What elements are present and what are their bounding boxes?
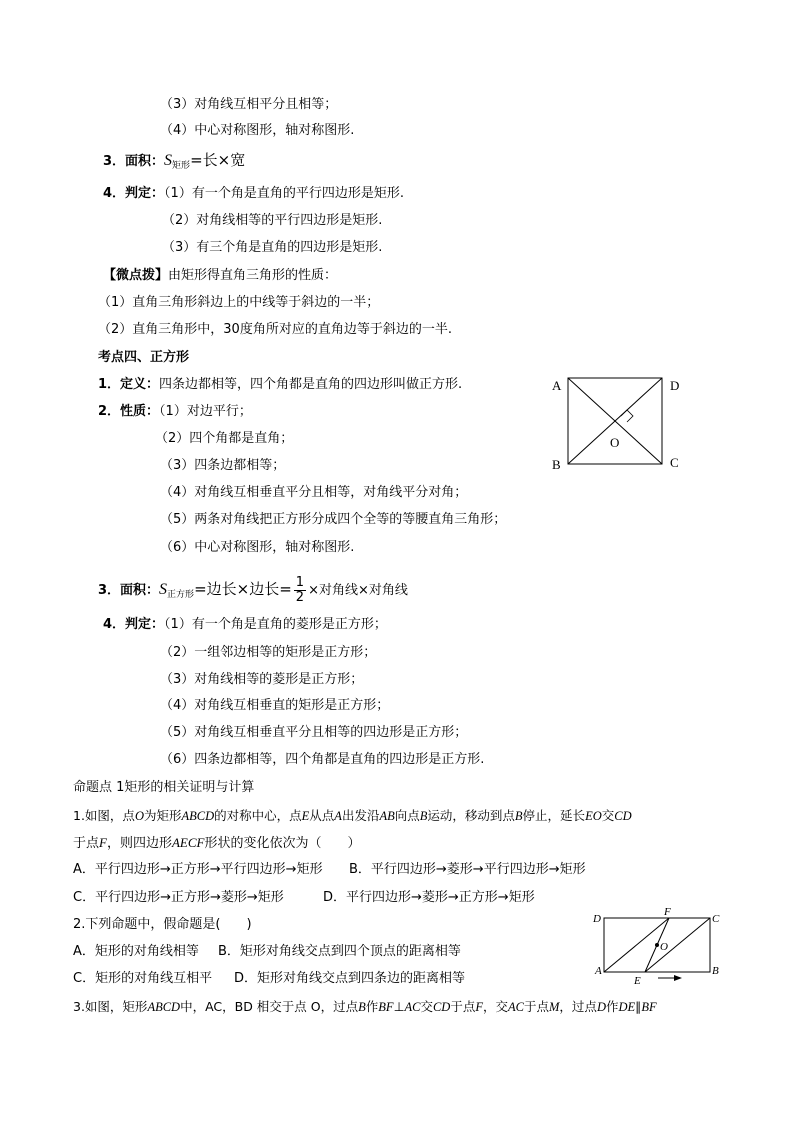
square-prop-6: （6）中心对称图形，轴对称图形. [160,540,355,555]
q1-quad-aecf: AECF [171,835,205,850]
q1-text-g: 运动，移动到点 [427,808,515,823]
square-area-line [98,572,408,612]
square-judge-5: （5）对角线互相垂直平分且相等的四边形是正方形； [160,725,468,740]
q3-point-b: B [358,1000,366,1014]
square-judge-6: （6）四条边都相等，四个角都是直角的四边形是正方形. [160,752,485,767]
q1-text-d: 从点 [309,808,335,823]
q1-text-h: 停止，延长 [522,808,586,823]
square-judge-2: （2）一组邻边相等的矩形是正方形； [160,645,377,660]
q3-segment-cd: CD [432,1000,451,1014]
q3-rect-abcd: ABCD [147,1000,181,1014]
q1-text-b: 为矩形 [143,808,182,823]
right-angle-mark [621,410,633,422]
square-judge-3: （3）对角线相等的菱形是正方形； [160,672,364,687]
q1-option-a[interactable]: A．平行四边形→正方形→平行四边形→矩形 [73,862,323,877]
rectangle-figure [590,905,725,985]
square-prop-2: （2）四个角都是直角； [155,431,294,446]
square-area-label: 3．面积： [98,583,160,598]
q1-text-l2c: 形状的变化依次为（ ） [204,836,361,851]
rect-judge-3: （3）有三个角是直角的四边形是矩形. [162,240,383,255]
square-area-symbol: S [159,581,168,598]
square-label-b: B [552,457,561,472]
q1-point-e: E [301,809,310,823]
square-prop-3: （3）四条边都相等； [160,458,286,473]
rect-label-o: O [660,941,668,953]
tip-line [103,268,337,284]
square-area-formula-2: ×对角线×对角线 [308,583,408,598]
q1-text-a: 1.如图，点 [73,808,135,823]
rect-center-dot [655,943,659,947]
q2-option-c[interactable]: C．矩形的对角线互相平 [73,971,213,986]
q3-text-a: 3.如图，矩形 [73,999,148,1014]
q1-option-d[interactable]: D．平行四边形→菱形→正方形→矩形 [323,890,535,905]
square-prop-5: （5）两条对角线把正方形分成四个全等的等腰直角三角形； [160,512,507,527]
q1-segment-ab: AB [379,809,395,823]
square-label-c: C [670,455,679,470]
rect-area-symbol: S [164,152,173,169]
rect-label-d: D [593,913,601,925]
q3-point-f: F [475,1000,483,1014]
q3-point-d: D [596,1000,606,1014]
q2-option-a[interactable]: A．矩形的对角线相等 [73,944,199,959]
fraction-numerator: 1 [295,575,305,590]
q3-text-b: 中，AC，BD 相交于点 O，过点 [180,999,359,1014]
q1-text-e: 出发沿 [341,808,380,823]
rect-area-formula: =长×宽 [190,151,246,169]
q3-text-f: 于点 [450,999,476,1014]
q3-point-m: M [549,1000,560,1014]
square-def-line [98,377,462,393]
square-label-o: O [610,435,620,450]
square-def-label: 1．定义： [98,377,160,392]
square-prop-4: （4）对角线互相垂直平分且相等，对角线平分对角； [160,485,468,500]
q3-segment-ac: AC [404,1000,421,1014]
rect-area-line [103,152,245,174]
q1-text-c: 的对称中心，点 [214,808,302,823]
q3-segment-bf-2: BF [641,1000,657,1014]
q1-segment-eo: EO [585,809,602,823]
rect-label-c: C [712,913,720,925]
rect-label-e: E [634,975,641,985]
rect-judge-1: （1）有一个角是直角的平行四边形是矩形. [164,186,404,201]
square-area-sub: 正方形 [167,590,195,600]
square-judge-4: （4）对角线互相垂直的矩形是正方形； [160,698,390,713]
topic-title: 命题点 1矩形的相关证明与计算 [73,780,255,795]
rect-judge-2: （2）对角线相等的平行四边形是矩形. [162,213,383,228]
q3-segment-ac-2: AC [508,1000,524,1014]
q1-point-b-2: B [514,809,523,823]
q1-text-i: 交 [601,808,615,823]
square-prop-line-1 [98,404,252,420]
q3-text-c: 作 [365,999,379,1014]
q3-stem-line-1 [73,999,657,1015]
square-area-formula-1: =边长×边长= [194,580,292,598]
square-judge-label: 4．判定： [103,617,165,632]
q3-segment-bf: BF [378,1000,394,1014]
square-label-a: A [552,378,562,393]
square-def-text: 四条边都相等，四个角都是直角的四边形叫做正方形. [159,377,463,392]
q1-point-b: B [419,809,428,823]
q1-point-a: A [334,809,342,823]
rect-prop-4: （4）中心对称图形，轴对称图形. [160,123,355,138]
q2-stem: 2.下列命题中，假命题是( ) [73,917,252,932]
rect-judge-label: 4．判定： [103,186,165,201]
q3-text-e: 交 [420,999,433,1014]
square-judge-line-1 [103,617,387,633]
q1-text-l2a: 于点 [73,836,100,851]
square-area-fraction [294,576,306,605]
q2-option-d[interactable]: D．矩形对角线交点到四条边的距离相等 [234,971,466,986]
q3-text-g: ，交 [482,999,508,1014]
q2-option-b[interactable]: B．矩形对角线交点到四个顶点的距离相等 [218,944,461,959]
square-prop-label: 2．性质： [98,404,160,419]
q1-point-f: F [99,835,107,850]
q1-text-l2b: ，则四边形 [106,836,172,851]
tip-2: （2）直角三角形中，30度角所对应的直角边等于斜边的一半. [98,322,452,337]
q3-text-parallel: ∥ [635,999,642,1014]
square-figure [545,370,690,475]
q3-segment-de: DE [618,1000,636,1014]
q3-text-i: ，过点 [559,999,597,1014]
q1-point-o: O [134,809,144,823]
tip-text: 由矩形得直角三角形的性质： [168,268,338,283]
square-prop-1: （1）对边平行； [159,404,252,419]
rect-area-sub: 矩形 [172,161,191,171]
square-heading: 考点四、正方形 [98,350,190,365]
q1-option-c[interactable]: C．平行四边形→正方形→菱形→矩形 [73,890,284,905]
q3-text-perp: ⊥ [393,999,405,1014]
fraction-denominator: 2 [295,590,305,605]
q1-rect-abcd: ABCD [181,809,215,823]
rect-label-b: B [712,965,719,977]
square-judge-1: （1）有一个角是直角的菱形是正方形； [164,617,387,632]
q1-option-b[interactable]: B．平行四边形→菱形→平行四边形→矩形 [349,862,586,877]
tip-label: 【微点拨】 [103,268,169,283]
q3-text-h: 于点 [523,999,549,1014]
rect-label-a: A [595,965,602,977]
q1-text-f: 向点 [394,808,420,823]
q1-stem-line-2 [73,835,361,852]
rect-prop-3: （3）对角线互相平分且相等； [160,97,338,112]
q1-segment-cd: CD [614,809,632,823]
rect-label-f: F [664,906,671,918]
rect-judge-line-1 [103,186,404,202]
q3-text-j: 作 [605,999,619,1014]
tip-1: （1）直角三角形斜边上的中线等于斜边的一半； [98,295,380,310]
rect-segment-ec [645,918,710,972]
square-label-d: D [670,378,680,393]
rect-area-label: 3．面积： [103,154,165,169]
motion-arrow-icon [674,975,682,981]
q1-stem-line-1 [73,808,632,824]
